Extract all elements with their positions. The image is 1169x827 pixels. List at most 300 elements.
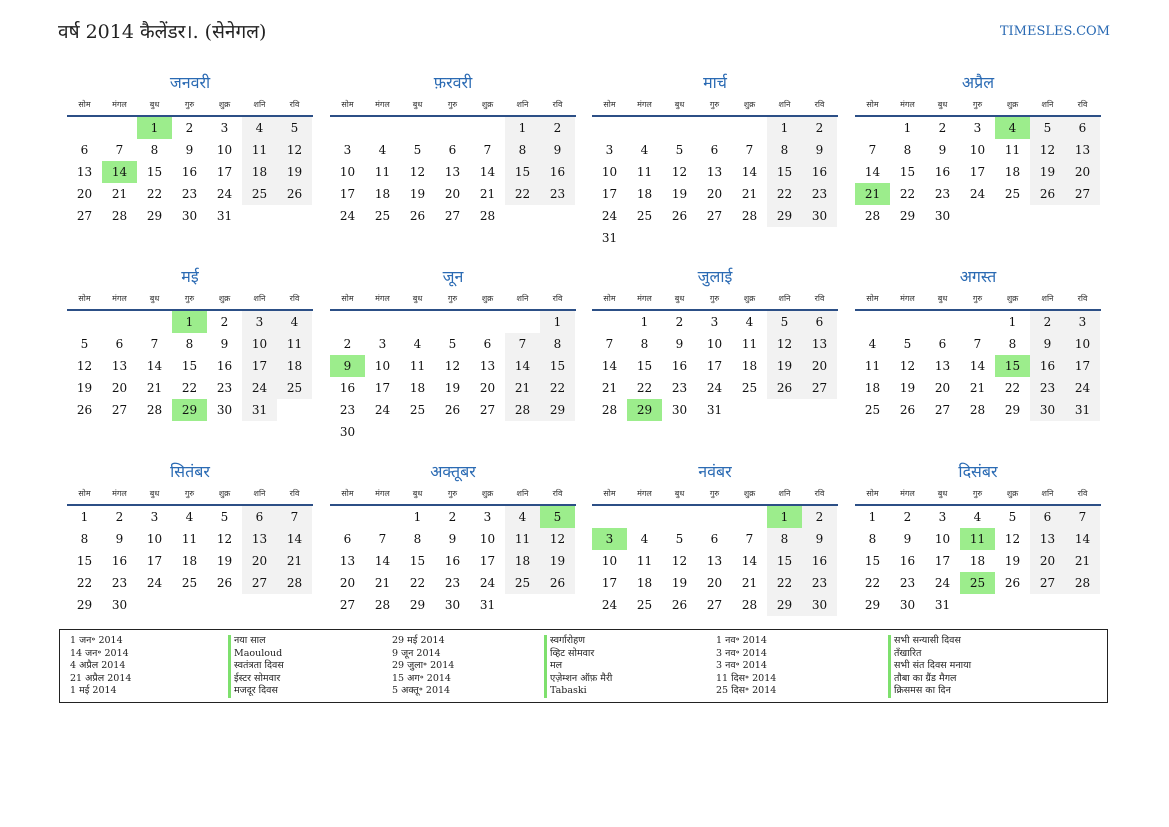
day-cell: 29 — [172, 399, 207, 421]
holiday-list — [59, 629, 1108, 703]
day-cell: 24 — [374, 403, 391, 417]
day-cell: 31 — [601, 231, 618, 245]
day-cell: 12 — [1004, 532, 1021, 546]
day-cell: 15 — [505, 161, 540, 183]
day-cell: 3 — [938, 510, 947, 524]
day-cell: 14 — [969, 359, 986, 373]
weekday-label: शनि — [516, 294, 529, 303]
day-cell: 12 — [76, 359, 93, 373]
day-cell: 5 — [767, 311, 802, 333]
day-cell: 14 — [146, 359, 163, 373]
week-row — [592, 355, 838, 377]
day-cell: 28 — [741, 598, 758, 612]
holiday-date: 1 मई 2014 — [70, 685, 117, 696]
day-cell: 16 — [671, 359, 688, 373]
day-cell: 21 — [277, 550, 312, 572]
day-cell: 22 — [505, 183, 540, 205]
day-cell: 13 — [706, 165, 723, 179]
day-cell: 28 — [277, 572, 312, 594]
day-cell: 6 — [115, 337, 124, 351]
day-cell: 6 — [938, 337, 947, 351]
holiday-date: 29 जुला॰ 2014 — [392, 660, 455, 671]
day-cell: 14 — [102, 161, 137, 183]
day-cell: 8 — [767, 139, 802, 161]
day-cell: 20 — [934, 381, 951, 395]
day-cell: 23 — [802, 183, 837, 205]
day-cell: 4 — [640, 143, 649, 157]
week-row — [67, 355, 313, 377]
weekday-label: सोम — [341, 100, 354, 109]
week-row — [330, 399, 576, 421]
empty-cell — [925, 311, 960, 333]
holiday-dates-column — [70, 635, 131, 698]
day-cell: 29 — [627, 399, 662, 421]
weekday-label: शुक्र — [1006, 100, 1019, 109]
weekday-label: शुक्र — [218, 294, 231, 303]
week-row — [855, 139, 1101, 161]
day-cell: 5 — [448, 337, 457, 351]
day-cell: 7 — [277, 506, 312, 528]
day-cell: 12 — [671, 165, 688, 179]
day-cell: 24 — [601, 209, 618, 223]
day-cell: 24 — [479, 576, 496, 590]
day-cell: 4 — [995, 117, 1030, 139]
holiday-dates-column — [392, 635, 454, 698]
week-row — [855, 161, 1101, 183]
day-cell: 1 — [505, 117, 540, 139]
holiday-date: 9 जून 2014 — [392, 647, 441, 659]
empty-cell — [697, 506, 732, 528]
day-cell: 17 — [146, 554, 163, 568]
day-cell: 26 — [1004, 576, 1021, 590]
weekday-label: मंगल — [375, 294, 390, 303]
holiday-names-column — [228, 635, 284, 698]
site-link[interactable]: TIMESLES.COM — [999, 24, 1110, 39]
weekday-label: रवि — [1077, 489, 1088, 498]
holiday-name: ईस्टर सोमवार — [228, 673, 284, 686]
weekday-label: शनि — [1041, 100, 1054, 109]
day-cell: 28 — [864, 209, 881, 223]
empty-cell — [102, 117, 137, 139]
weekday-label: मंगल — [637, 294, 652, 303]
day-cell: 16 — [802, 161, 837, 183]
day-cell: 22 — [146, 187, 163, 201]
week-row — [330, 572, 576, 594]
day-cell: 30 — [181, 209, 198, 223]
day-cell: 3 — [710, 315, 719, 329]
day-cell: 18 — [741, 359, 758, 373]
day-cell: 27 — [706, 598, 723, 612]
day-cell: 4 — [242, 117, 277, 139]
day-cell: 3 — [378, 337, 387, 351]
weekday-label: शनि — [253, 294, 266, 303]
day-cell: 27 — [1030, 572, 1065, 594]
day-cell: 13 — [934, 359, 951, 373]
weekday-label: शुक्र — [218, 489, 231, 498]
day-cell: 21 — [741, 187, 758, 201]
weekday-label: बुध — [149, 294, 160, 303]
day-cell: 18 — [636, 576, 653, 590]
day-cell: 26 — [899, 403, 916, 417]
weekday-header — [67, 291, 313, 311]
day-cell: 9 — [540, 139, 575, 161]
weekday-label: शनि — [253, 100, 266, 109]
week-row — [855, 572, 1101, 594]
day-cell: 12 — [540, 528, 575, 550]
holiday-name: सभी सन्यासी दिवस — [888, 635, 971, 648]
month-12 — [855, 461, 1101, 616]
weekday-label: सोम — [866, 100, 879, 109]
day-cell: 23 — [899, 576, 916, 590]
day-cell: 16 — [540, 161, 575, 183]
day-cell: 1 — [767, 117, 802, 139]
weekday-label: मंगल — [900, 294, 915, 303]
day-cell: 2 — [220, 315, 229, 329]
week-row — [855, 594, 1101, 616]
empty-cell — [330, 506, 365, 528]
day-cell: 30 — [1030, 399, 1065, 421]
day-cell: 1 — [413, 510, 422, 524]
day-cell: 20 — [111, 381, 128, 395]
day-cell: 2 — [185, 121, 194, 135]
day-cell: 18 — [374, 187, 391, 201]
day-cell: 12 — [671, 554, 688, 568]
day-cell: 4 — [505, 506, 540, 528]
day-cell: 28 — [741, 209, 758, 223]
day-cell: 28 — [601, 403, 618, 417]
day-cell: 27 — [76, 209, 93, 223]
day-cell: 3 — [242, 311, 277, 333]
day-cell: 8 — [185, 337, 194, 351]
holiday-date: 3 नव॰ 2014 — [716, 647, 767, 659]
day-cell: 9 — [675, 337, 684, 351]
day-cell: 15 — [181, 359, 198, 373]
week-row — [330, 183, 576, 205]
day-cell: 30 — [671, 403, 688, 417]
day-cell: 3 — [592, 528, 627, 550]
day-cell: 11 — [741, 337, 758, 351]
day-cell: 6 — [80, 143, 89, 157]
day-cell: 23 — [216, 381, 233, 395]
day-cell: 17 — [601, 576, 618, 590]
day-cell: 20 — [802, 355, 837, 377]
day-cell: 12 — [277, 139, 312, 161]
day-cell: 21 — [146, 381, 163, 395]
empty-cell — [890, 311, 925, 333]
weekday-label: रवि — [814, 489, 825, 498]
empty-cell — [855, 311, 890, 333]
month-5 — [67, 266, 313, 421]
day-cell: 8 — [540, 333, 575, 355]
weekday-label: बुध — [674, 294, 685, 303]
week-row — [855, 183, 1101, 205]
day-cell: 26 — [671, 209, 688, 223]
weekday-label: रवि — [289, 489, 300, 498]
day-cell: 15 — [146, 165, 163, 179]
month-name: सितंबर — [170, 462, 210, 481]
weekday-label: रवि — [1077, 100, 1088, 109]
holiday-name: तौबा का ग्रैंड मैगल — [888, 673, 971, 686]
day-cell: 30 — [444, 598, 461, 612]
day-cell: 10 — [601, 554, 618, 568]
day-cell: 17 — [339, 187, 356, 201]
day-cell: 25 — [505, 572, 540, 594]
day-cell: 10 — [374, 359, 391, 373]
week-row — [67, 506, 313, 528]
empty-cell — [662, 506, 697, 528]
day-cell: 4 — [868, 337, 877, 351]
day-cell: 15 — [76, 554, 93, 568]
day-cell: 12 — [1030, 139, 1065, 161]
day-cell: 13 — [1065, 139, 1100, 161]
day-cell: 12 — [767, 333, 802, 355]
day-cell: 5 — [277, 117, 312, 139]
weekday-label: शुक्र — [743, 294, 756, 303]
day-cell: 6 — [343, 532, 352, 546]
day-cell: 20 — [706, 187, 723, 201]
week-row — [592, 205, 838, 227]
day-cell: 7 — [1065, 506, 1100, 528]
day-cell: 15 — [864, 554, 881, 568]
day-cell: 15 — [767, 550, 802, 572]
day-cell: 28 — [374, 598, 391, 612]
holiday-name: मल — [544, 660, 612, 673]
day-cell: 4 — [640, 532, 649, 546]
day-cell: 21 — [969, 381, 986, 395]
empty-cell — [102, 311, 137, 333]
day-cell: 15 — [636, 359, 653, 373]
weekday-label: बुध — [412, 294, 423, 303]
day-cell: 11 — [960, 528, 995, 550]
day-cell: 27 — [706, 209, 723, 223]
month-3 — [592, 72, 838, 249]
week-row — [330, 355, 576, 377]
weekday-label: शुक्र — [481, 294, 494, 303]
day-cell: 18 — [969, 554, 986, 568]
day-cell: 19 — [899, 381, 916, 395]
day-cell: 4 — [413, 337, 422, 351]
day-cell: 26 — [277, 183, 312, 205]
day-cell: 8 — [1008, 337, 1017, 351]
day-cell: 27 — [934, 403, 951, 417]
month-name: अक्तूबर — [430, 462, 476, 481]
day-cell: 20 — [1065, 161, 1100, 183]
day-cell: 13 — [242, 528, 277, 550]
month-name: मई — [181, 267, 199, 286]
empty-cell — [67, 117, 102, 139]
day-cell: 19 — [76, 381, 93, 395]
day-cell: 18 — [636, 187, 653, 201]
week-row — [855, 311, 1101, 333]
weekday-label: सोम — [866, 489, 879, 498]
weekday-label: गुरु — [972, 294, 983, 303]
day-cell: 1 — [1008, 315, 1017, 329]
day-cell: 27 — [444, 209, 461, 223]
day-cell: 24 — [146, 576, 163, 590]
weekday-header — [855, 291, 1101, 311]
weekday-label: गुरु — [709, 100, 720, 109]
weekday-header — [67, 486, 313, 506]
day-cell: 9 — [115, 532, 124, 546]
weekday-label: गुरु — [972, 100, 983, 109]
day-cell: 11 — [505, 528, 540, 550]
weekday-label: बुध — [937, 489, 948, 498]
weekday-label: मंगल — [375, 100, 390, 109]
holiday-name: तँखारित — [888, 648, 971, 661]
day-cell: 14 — [277, 528, 312, 550]
day-cell: 23 — [540, 183, 575, 205]
day-cell: 1 — [540, 311, 575, 333]
day-cell: 29 — [864, 598, 881, 612]
empty-cell — [592, 117, 627, 139]
weekday-label: शुक्र — [218, 100, 231, 109]
day-cell: 27 — [802, 377, 837, 399]
day-cell: 2 — [540, 117, 575, 139]
day-cell: 16 — [444, 554, 461, 568]
weekday-label: मंगल — [112, 100, 127, 109]
day-cell: 1 — [903, 121, 912, 135]
weekday-label: शुक्र — [743, 100, 756, 109]
weekday-label: शनि — [253, 489, 266, 498]
week-row — [592, 377, 838, 399]
day-cell: 26 — [216, 576, 233, 590]
day-cell: 26 — [76, 403, 93, 417]
day-cell: 7 — [973, 337, 982, 351]
day-cell: 29 — [540, 399, 575, 421]
day-cell: 16 — [802, 550, 837, 572]
week-row — [592, 572, 838, 594]
week-row — [330, 528, 576, 550]
weekday-label: सोम — [341, 489, 354, 498]
day-cell: 14 — [374, 554, 391, 568]
weekday-label: शनि — [1041, 294, 1054, 303]
holiday-name: क्रिसमस का दिन — [888, 685, 971, 698]
week-row — [67, 594, 313, 616]
weekday-label: रवि — [552, 489, 563, 498]
day-cell: 12 — [216, 532, 233, 546]
empty-cell — [365, 506, 400, 528]
day-cell: 25 — [741, 381, 758, 395]
month-name: अप्रैल — [961, 73, 995, 92]
empty-cell — [67, 311, 102, 333]
day-cell: 4 — [277, 311, 312, 333]
empty-cell — [592, 311, 627, 333]
day-cell: 13 — [76, 165, 93, 179]
weekday-label: रवि — [814, 100, 825, 109]
day-cell: 20 — [1030, 550, 1065, 572]
weekday-header — [592, 291, 838, 311]
day-cell: 19 — [671, 187, 688, 201]
day-cell: 22 — [181, 381, 198, 395]
weekday-label: सोम — [78, 489, 91, 498]
day-cell: 14 — [505, 355, 540, 377]
day-cell: 24 — [216, 187, 233, 201]
day-cell: 28 — [505, 399, 540, 421]
empty-cell — [627, 506, 662, 528]
day-cell: 2 — [115, 510, 124, 524]
day-cell: 25 — [409, 403, 426, 417]
day-cell: 15 — [540, 355, 575, 377]
day-cell: 14 — [864, 165, 881, 179]
empty-cell — [435, 311, 470, 333]
day-cell: 25 — [242, 183, 277, 205]
weekday-label: शुक्र — [481, 489, 494, 498]
day-cell: 2 — [802, 117, 837, 139]
weekday-label: रवि — [289, 100, 300, 109]
day-cell: 7 — [378, 532, 387, 546]
day-cell: 9 — [330, 355, 365, 377]
weekday-label: मंगल — [900, 100, 915, 109]
empty-cell — [732, 506, 767, 528]
day-cell: 30 — [934, 209, 951, 223]
week-row — [67, 183, 313, 205]
day-cell: 23 — [934, 187, 951, 201]
holiday-date: 1 नव॰ 2014 — [716, 635, 767, 646]
week-row — [67, 528, 313, 550]
empty-cell — [855, 117, 890, 139]
empty-cell — [330, 117, 365, 139]
week-row — [592, 594, 838, 616]
day-cell: 3 — [1065, 311, 1100, 333]
day-cell: 28 — [111, 209, 128, 223]
day-cell: 11 — [1004, 143, 1021, 157]
empty-cell — [505, 311, 540, 333]
day-cell: 12 — [444, 359, 461, 373]
weekday-header — [855, 97, 1101, 117]
day-cell: 9 — [185, 143, 194, 157]
day-cell: 22 — [1004, 381, 1021, 395]
weekday-label: गुरु — [709, 294, 720, 303]
day-cell: 21 — [479, 187, 496, 201]
day-cell: 28 — [146, 403, 163, 417]
weekday-label: रवि — [814, 294, 825, 303]
day-cell: 17 — [374, 381, 391, 395]
week-row — [855, 550, 1101, 572]
day-cell: 5 — [80, 337, 89, 351]
day-cell: 8 — [640, 337, 649, 351]
week-row — [67, 399, 313, 421]
day-cell: 13 — [802, 333, 837, 355]
day-cell: 17 — [242, 355, 277, 377]
day-cell: 2 — [448, 510, 457, 524]
day-cell: 28 — [479, 209, 496, 223]
day-cell: 22 — [767, 183, 802, 205]
day-cell: 19 — [216, 554, 233, 568]
day-cell: 31 — [242, 399, 277, 421]
empty-cell — [697, 117, 732, 139]
day-cell: 16 — [181, 165, 198, 179]
day-cell: 24 — [339, 209, 356, 223]
weekday-header — [592, 97, 838, 117]
day-cell: 8 — [868, 532, 877, 546]
weekday-header — [855, 486, 1101, 506]
day-cell: 21 — [741, 576, 758, 590]
day-cell: 13 — [111, 359, 128, 373]
empty-cell — [662, 117, 697, 139]
week-row — [855, 399, 1101, 421]
day-cell: 30 — [111, 598, 128, 612]
holiday-names-column — [544, 635, 612, 698]
day-cell: 20 — [76, 187, 93, 201]
day-cell: 8 — [413, 532, 422, 546]
day-cell: 16 — [111, 554, 128, 568]
day-cell: 25 — [374, 209, 391, 223]
month-name: जुलाई — [697, 267, 733, 286]
day-cell: 23 — [671, 381, 688, 395]
day-cell: 3 — [605, 143, 614, 157]
day-cell: 17 — [216, 165, 233, 179]
holiday-name: स्वतंत्रता दिवस — [228, 660, 284, 673]
